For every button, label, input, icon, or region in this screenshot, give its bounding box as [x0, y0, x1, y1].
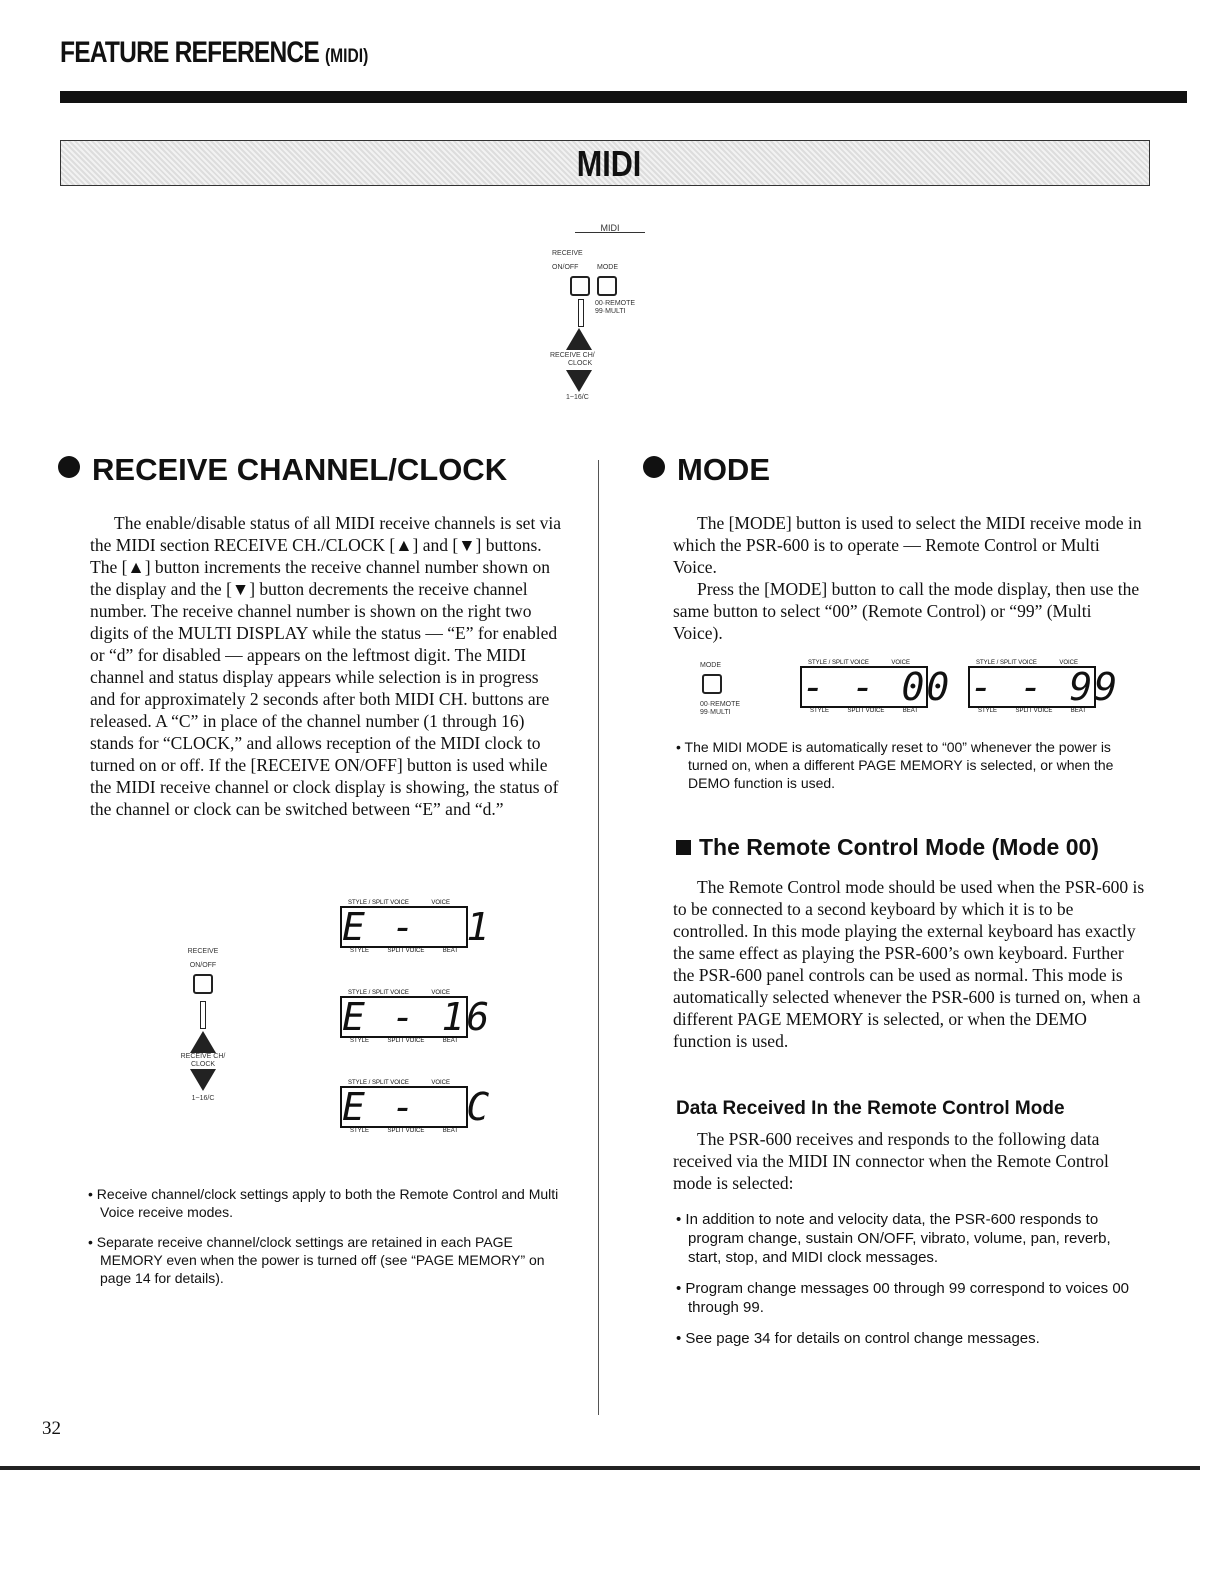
lcd-label: STYLE [350, 1128, 370, 1134]
receive-notes [88, 1185, 568, 1299]
lcd-label: VOICE [891, 660, 910, 666]
lcd-value: E - 16 [342, 995, 492, 1039]
mp-mode-button [702, 674, 722, 694]
lcd-label: STYLE [810, 708, 830, 714]
lcd-label: SPLIT VOICE [1015, 708, 1053, 714]
note-item: • Receive channel/clock settings apply to both the Remote Control and Multi Voice receive modes. [88, 1186, 559, 1220]
mode-panel [700, 662, 760, 717]
lcd-label: STYLE / SPLIT VOICE [348, 1080, 409, 1086]
header-rule [60, 91, 1187, 103]
lcd-label: SPLIT VOICE [387, 1128, 425, 1134]
mode-body [673, 512, 1145, 644]
lcd-label: BEAT [442, 1038, 458, 1044]
note-text: See page 34 for details on control change messages. [685, 1330, 1040, 1347]
remote-subheading [676, 834, 1099, 861]
lcd-value: E - 1 [342, 905, 492, 949]
led-indicator [578, 299, 584, 327]
bullet-icon [58, 456, 80, 478]
mode-paragraph: Press the [MODE] button to call the mode display, then use the same button to select “00” (Remote Control) or “99” (Multi Voice). [673, 579, 1140, 643]
note-item: • Program change messages 00 through 99 correspond to voices 00 through 99. [676, 1280, 1130, 1316]
lcd-display-00 [800, 660, 952, 714]
receive-onoff-button [570, 276, 590, 296]
lcd-label: BEAT [1070, 708, 1086, 714]
rc-onoff-button [193, 974, 213, 994]
rc-onoff-label: ON/OFF [189, 962, 217, 969]
lcd-label: VOICE [431, 1080, 450, 1086]
lcd-value: - - 99 [970, 665, 1120, 709]
remote-body [673, 876, 1145, 1052]
panel-receive-ch: RECEIVE CH/ [550, 352, 595, 359]
receive-heading [58, 452, 507, 488]
panel-range: 1~16/C [566, 394, 589, 401]
note-text: The MIDI MODE is automatically reset to “00” whenever the power is turned on, when a different PAGE MEMORY is selected, or when the DEMO function is used. [684, 739, 1114, 791]
data-notes [676, 1210, 1136, 1360]
lcd-display-e16 [340, 990, 492, 1044]
note-item: • In addition to note and velocity data, the PSR-600 responds to program change, sustain ON/OFF, vibrato, volume, pan, reverb, start, stop, and MIDI clock messages. [676, 1211, 1111, 1266]
rc-clock: CLOCK [190, 1061, 216, 1068]
lcd-label: VOICE [431, 990, 450, 996]
lcd-label: STYLE / SPLIT VOICE [348, 900, 409, 906]
rc-range: 1~16/C [191, 1095, 215, 1102]
header-subtitle: (MIDI) [324, 46, 369, 67]
column-divider [598, 460, 599, 1415]
lcd-display-ec [340, 1080, 492, 1134]
lcd-label: STYLE / SPLIT VOICE [808, 660, 869, 666]
header-title: FEATURE REFERENCE [60, 36, 319, 69]
lcd-label: VOICE [431, 900, 450, 906]
section-banner [60, 140, 1150, 186]
receive-heading-text: RECEIVE CHANNEL/CLOCK [92, 452, 508, 487]
note-text: Separate receive channel/clock settings are retained in each PAGE MEMORY even when the power is turned off (see “PAGE MEMORY” on page 14 for details). [96, 1234, 545, 1286]
note-item: • The MIDI MODE is automatically reset to “00” whenever the power is turned on, when a different PAGE MEMORY is selected, or when the DEMO function is used. [676, 739, 1114, 791]
remote-paragraph: The Remote Control mode should be used when the PSR-600 is to be connected to a second keyboard by which it is to be controlled. In this mode playing the external keyboard has exactly the same effect as playing the PSR-600’s own keyboard. Further the PSR-600 panel controls can be used as normal. This mode is automatically selected whenever the PSR-600 is turned on, when a different PAGE MEMORY is selected, or when the DEMO function is used. [673, 877, 1145, 1051]
lcd-label: BEAT [442, 1128, 458, 1134]
page-number: 32 [42, 1418, 61, 1439]
data-received-body [673, 1128, 1145, 1194]
page-header [60, 36, 368, 70]
receive-panel-diagram [168, 948, 238, 1103]
note-item: • See page 34 for details on control change messages. [676, 1330, 1040, 1347]
data-paragraph: The PSR-600 receives and responds to the following data received via the MIDI IN connector when the Remote Control mode is selected: [673, 1129, 1109, 1193]
lcd-display-99 [968, 660, 1120, 714]
panel-title: MIDI [575, 224, 645, 233]
lcd-label: VOICE [1059, 660, 1078, 666]
receive-body [90, 512, 562, 820]
panel-onoff-label: ON/OFF [552, 264, 579, 271]
rc-down-triangle-icon [190, 1069, 216, 1091]
lcd-label: STYLE [350, 1038, 370, 1044]
mp-mode-label: MODE [700, 662, 721, 669]
note-text: Receive channel/clock settings apply to both the Remote Control and Multi Voice receive modes. [96, 1186, 559, 1220]
mode-heading-text: MODE [677, 452, 770, 487]
panel-receive-label: RECEIVE [552, 250, 583, 257]
note-text: Program change messages 00 through 99 correspond to voices 00 through 99. [685, 1280, 1130, 1316]
lcd-value: - - 00 [802, 665, 952, 709]
rc-up-triangle-icon [190, 1031, 216, 1053]
remote-subheading-text: The Remote Control Mode (Mode 00) [699, 834, 1099, 860]
data-received-heading: Data Received In the Remote Control Mode [676, 1098, 1065, 1119]
note-text: In addition to note and velocity data, the PSR-600 responds to program change, sustain ON/OFF, vibrato, volume, pan, reverb, start, stop, and MIDI clock messages. [685, 1211, 1111, 1266]
square-bullet-icon [676, 840, 691, 855]
panel-clock: CLOCK [568, 360, 593, 367]
up-triangle-icon [566, 328, 592, 350]
bullet-icon [643, 456, 665, 478]
lcd-label: STYLE [978, 708, 998, 714]
midi-panel-diagram [550, 223, 660, 401]
banner-title: MIDI [576, 143, 642, 184]
mode-note [676, 738, 1126, 804]
footer-rule [0, 1466, 1200, 1470]
receive-paragraph: The enable/disable status of all MIDI receive channels is set via the MIDI section RECEIVE CH./CLOCK [▲] and [▼] buttons. The [▲] button increments the receive channel number shown on the display and the [▼] button decrements the receive channel number. The receive channel number is shown on the right two digits of the MULTI DISPLAY while the status — “E” for enabled or “d” for disabled — appears on the leftmost digit. The MIDI channel and status display appears while selection is in progress and for approximately 2 seconds after both MIDI CH. buttons are released. A “C” in place of the channel number (1 through 16) stands for “CLOCK,” and allows reception of the MIDI clock to turned on or off. If the [RECEIVE ON/OFF] button is used while the MIDI receive channel or clock display is showing, the status of the channel or clock can be switched between “E” and “d.” [90, 513, 562, 819]
mode-heading [643, 452, 770, 488]
lcd-label: SPLIT VOICE [847, 708, 885, 714]
lcd-label: BEAT [902, 708, 918, 714]
lcd-label: BEAT [442, 948, 458, 954]
down-triangle-icon [566, 370, 592, 392]
lcd-label: STYLE [350, 948, 370, 954]
panel-mode-values: 00·REMOTE 99·MULTI [595, 300, 636, 315]
lcd-display-e1 [340, 900, 492, 954]
mp-mode-values: 00·REMOTE 99·MULTI [700, 701, 741, 716]
rc-labels [168, 1053, 238, 1069]
rc-led [200, 1001, 206, 1029]
lcd-label: STYLE / SPLIT VOICE [976, 660, 1037, 666]
panel-mode-label: MODE [597, 264, 618, 271]
lcd-value: E - C [342, 1085, 492, 1129]
lcd-label: SPLIT VOICE [387, 1038, 425, 1044]
note-item: • Separate receive channel/clock settings are retained in each PAGE MEMORY even when the power is turned off (see “PAGE MEMORY” on page 14 for details). [88, 1234, 545, 1286]
rc-receive-label: RECEIVE [187, 948, 219, 955]
mode-button [597, 276, 617, 296]
lcd-label: SPLIT VOICE [387, 948, 425, 954]
lcd-label: STYLE / SPLIT VOICE [348, 990, 409, 996]
mode-paragraph: The [MODE] button is used to select the MIDI receive mode in which the PSR-600 is to operate — Remote Control or Multi Voice. [673, 513, 1142, 577]
rc-receive-ch: RECEIVE CH/ [180, 1053, 226, 1060]
